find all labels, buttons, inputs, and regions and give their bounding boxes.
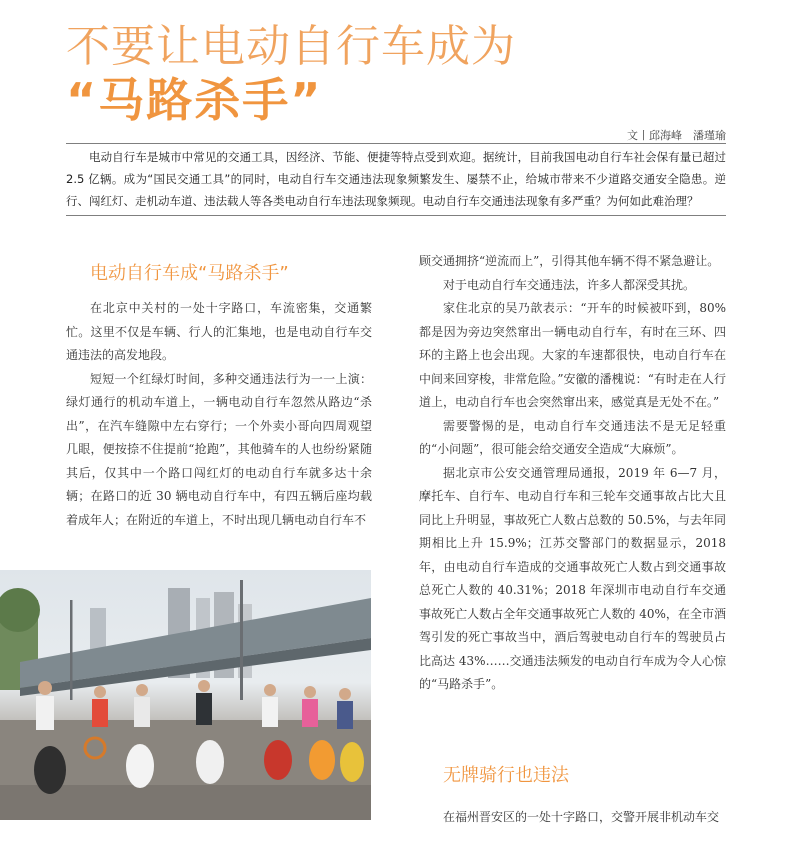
article-title-line1: 不要让电动自行车成为: [66, 21, 516, 72]
paragraph: 需要警惕的是，电动自行车交通违法不是无足轻重的“小问题”，很可能会给交通安全造成“大麻烦”。: [419, 418, 726, 456]
lead-paragraph: [66, 146, 726, 212]
paragraph: 在福州晋安区的一处十字路口，交警开展非机动车交: [443, 810, 720, 824]
left-column: [66, 297, 372, 532]
top-divider: [66, 143, 726, 144]
paragraph: 短短一个红绿灯时间，多种交通违法行为一一上演：绿灯通行的机动车道上，一辆电动自行车忽然从路边“杀出”，在汽车缝隙中左右穿行；一个外卖小哥向四周观望几眼，便按捺不住提前“抢跑”，其他骑车的人也纷纷紧随其后，仅其中一个路口闯红灯的电动自行车就多达十余辆；在路口的近 30 辆电动自行车中，有四五辆后座均载着成年人；在附近的车道上，不时出现几辆电动自行车不: [66, 371, 372, 527]
street-photo: [0, 570, 371, 820]
right-column: [419, 250, 726, 697]
paragraph: 在北京中关村的一处十字路口，车流密集，交通繁忙。这里不仅是车辆、行人的汇集地，也是电动自行车交通违法的高发地段。: [66, 301, 372, 362]
article-title-line2: “马路杀手”: [66, 73, 323, 127]
section2-heading: 无牌骑行也违法: [443, 765, 569, 786]
byline: 文丨邱海峰 潘瑾瑜: [627, 129, 726, 142]
lead-divider: [66, 215, 726, 216]
paragraph-continuation: 顾交通拥挤“逆流而上”，引得其他车辆不得不紧急避让。: [419, 254, 720, 268]
paragraph: 据北京市公安交通管理局通报，2019 年 6—7 月，摩托车、自行车、电动自行车和三轮车交通事故占比大且同比上升明显，事故死亡人数占总数的 50.5%，与去年同期相比上升 15.9%；江苏交警部门的数据显示，2018 年，由电动自行车造成的交通事故死亡人数占到交通事故总死亡人数的 40.31%；2018 年深圳市电动自行车交通事故死亡人数占全年交通事故死亡人数的 40%，在全市酒驾引发的死亡事故当中，酒后驾驶电动自行车的驾驶员占比高达 43%……交通违法频发的电动自行车成为令人心惊的“马路杀手”。: [419, 465, 726, 691]
right-column-bottom: [419, 806, 726, 830]
paragraph: 对于电动自行车交通违法，许多人都深受其扰。: [443, 277, 696, 292]
lead-text: 电动自行车是城市中常见的交通工具，因经济、节能、便捷等特点受到欢迎。据统计，目前我国电动自行车社会保有量已超过 2.5 亿辆。成为“国民交通工具”的同时，电动自行车交通违法现象频繁发生、屡禁不止，给城市带来不少道路交通安全隐患。逆行、闯红灯、走机动车道、违法载人等各类电动自行车违法现象频现。电动自行车交通违法现象有多严重？为何如此难治理？: [66, 150, 726, 208]
paragraph: 家住北京的吴乃歆表示：“开车的时候被吓到，80%都是因为旁边突然窜出一辆电动自行车，有时在三环、四环的主路上也会出现。大家的车速都很快，电动自行车在中间来回穿梭，非常危险。”安徽的潘槐说：“有时走在人行道上，电动自行车也会突然窜出来，感觉真是无处不在。”: [419, 301, 726, 409]
section1-heading: 电动自行车成“马路杀手”: [90, 263, 289, 284]
